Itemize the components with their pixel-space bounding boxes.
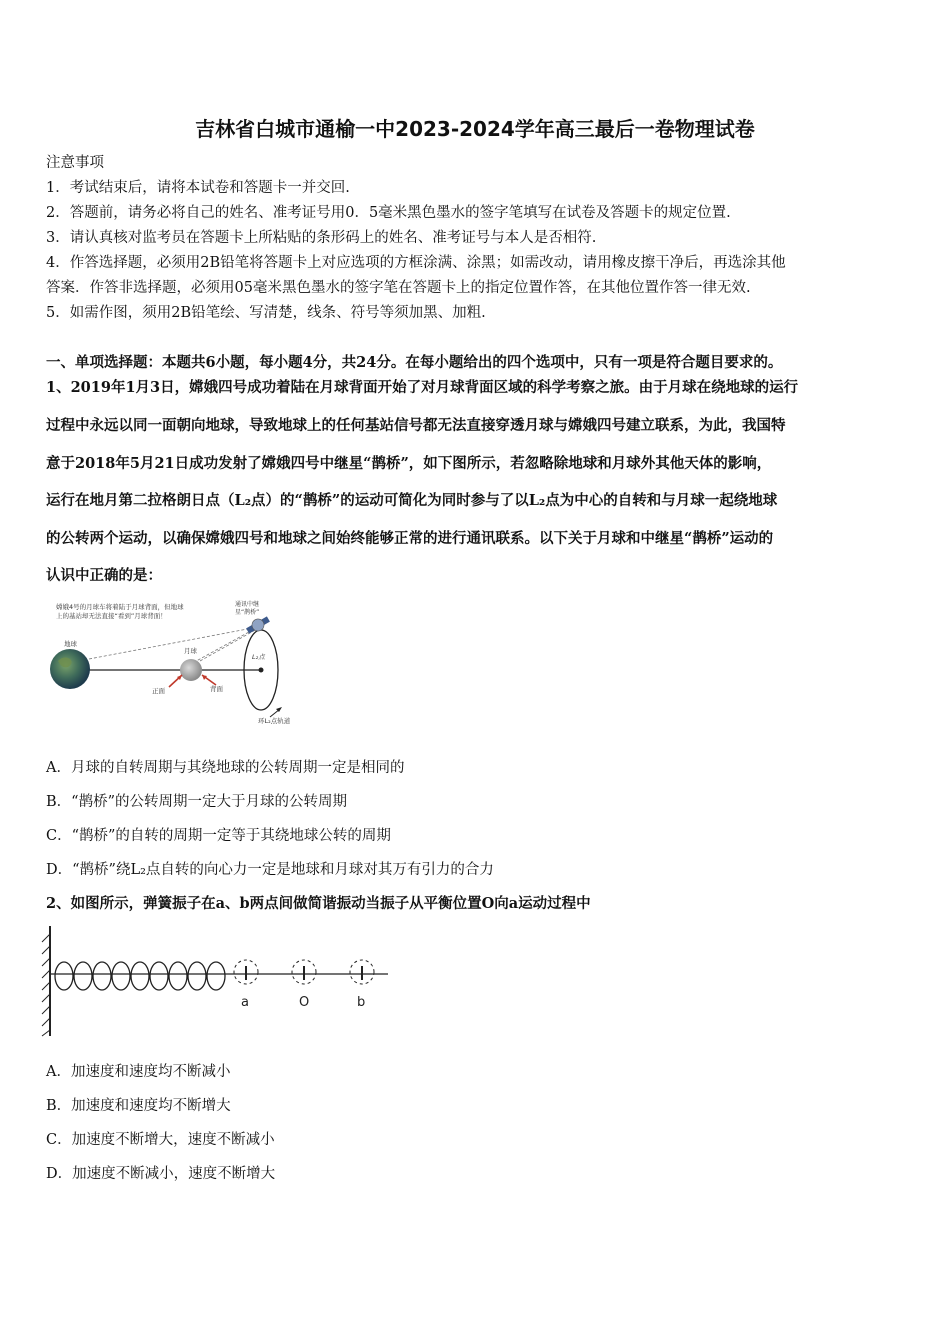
notice-item: 2．答题前，请务必将自己的姓名、准考证号用0．5毫米黑色墨水的签字笔填写在试卷及答题卡的规定位置. [46,205,731,221]
figure-note-line: 嫦娥4号的月球车将着陆于月球背面，但地球 [56,603,184,611]
option-b: B．“鹊桥”的公转周期一定大于月球的公转周期 [46,794,347,810]
option-a: A．加速度和速度均不断减小 [46,1064,231,1080]
section-heading: 一、单项选择题：本题共6小题，每小题4分，共24分。在每小题给出的四个选项中，只有一项是符合题目要求的。 [46,354,783,371]
notice-item: 5．如需作图，须用2B铅笔绘、写清楚，线条、符号等须加黑、加粗. [46,305,486,321]
option-a: A．月球的自转周期与其绕地球的公转周期一定是相同的 [46,760,405,776]
question-1-line: 认识中正确的是： [46,567,162,584]
notice-item: 答案．作答非选择题，必须用05毫米黑色墨水的签字笔在答题卡上的指定位置作答，在其他位置作答一律无效. [46,280,751,296]
notice-heading: 注意事项 [46,155,104,171]
earth-moon-l2-figure [44,595,314,730]
question-1-line: 1、2019年1月3日，嫦娥四号成功着陆在月球背面开始了对月球背面区域的科学考察之旅。由于月球在绕地球的运行 [46,379,799,396]
relay-label: 星“鹊桥” [235,609,260,616]
spring-oscillator-figure [38,924,398,1039]
point-a-label: a [241,995,249,1010]
l2-label: L₂点 [252,653,265,661]
orbit-label: 环L₂点轨道 [258,717,291,725]
notice-item: 4．作答选择题，必须用2B铅笔将答题卡上对应选项的方框涂满、涂黑；如需改动，请用橡皮擦干净后，再选涂其他 [46,255,786,271]
question-1-line: 过程中永远以同一面朝向地球，导致地球上的任何基站信号都无法直接穿透月球与嫦娥四号建立联系，为此，我国特 [46,417,786,434]
point-b-label: b [357,995,366,1010]
figure-note-line: 上的基站却无法直接“看到”月球背面！ [56,612,167,620]
front-label: 正面 [152,687,165,695]
earth-label: 地球 [64,640,77,648]
option-d: D．“鹊桥”绕L₂点自转的向心力一定是地球和月球对其万有引力的合力 [46,862,494,878]
question-2-stem: 2、如图所示，弹簧振子在a、b两点间做简谐振动当振子从平衡位置O向a运动过程中 [46,895,591,912]
option-c: C．“鹊桥”的自转的周期一定等于其绕地球公转的周期 [46,828,391,844]
option-d: D．加速度不断减小，速度不断增大 [46,1166,276,1182]
option-b: B．加速度和速度均不断增大 [46,1098,231,1114]
relay-label: 通讯中继 [235,601,260,608]
moon-label: 月球 [184,647,197,655]
point-o-label: O [299,995,310,1010]
page-title: 吉林省白城市通榆一中2023-2024学年高三最后一卷物理试卷 [195,117,755,141]
back-label: 背面 [210,685,223,693]
notice-item: 1．考试结束后，请将本试卷和答题卡一并交回. [46,180,350,196]
option-c: C．加速度不断增大，速度不断减小 [46,1132,275,1148]
question-1-line: 运行在地月第二拉格朗日点（L₂点）的“鹊桥”的运动可简化为同时参与了以L₂点为中心的自转和与月球一起绕地球 [46,492,778,509]
notice-item: 3．请认真核对监考员在答题卡上所粘贴的条形码上的姓名、准考证号与本人是否相符. [46,230,597,246]
question-1-line: 意于2018年5月21日成功发射了嫦娥四号中继星“鹊桥”，如下图所示，若忽略除地球和月球外其他天体的影响， [46,455,772,472]
question-1-line: 的公转两个运动，以确保嫦娥四号和地球之间始终能够正常的进行通讯联系。以下关于月球和中继星“鹊桥”运动的 [46,530,774,547]
